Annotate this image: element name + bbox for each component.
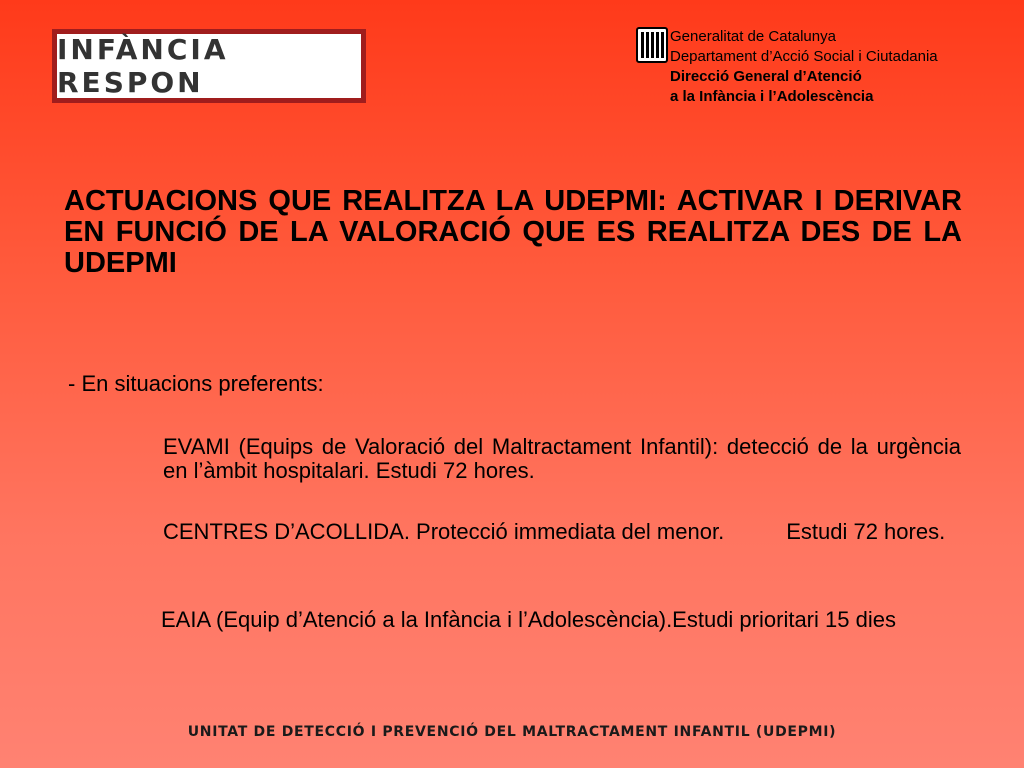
gov-line-4: a la Infància i l’Adolescència bbox=[670, 88, 874, 105]
gov-line-3: Direcció General d’Atenció bbox=[670, 68, 862, 85]
infancia-respon-logo bbox=[52, 29, 366, 103]
centres-acollida-paragraph bbox=[163, 520, 961, 544]
slide-title: ACTUACIONS QUE REALITZA LA UDEPMI: ACTIVAR I DERIVAR EN FUNCIÓ DE LA VALORACIÓ QUE ES REALITZA DES DE LA UDEPMI bbox=[64, 185, 962, 279]
logo-text: INFÀNCIA RESPON bbox=[57, 33, 229, 99]
centres-estudi-text: Estudi 72 hores. bbox=[786, 519, 946, 544]
eaia-paragraph: EAIA (Equip d’Atenció a la Infància i l’Adolescència).Estudi prioritari 15 dies bbox=[161, 607, 896, 632]
gov-line-1: Generalitat de Catalunya bbox=[670, 28, 836, 45]
footer-text: UNITAT DE DETECCIÓ I PREVENCIÓ DEL MALTRACTAMENT INFANTIL (UDEPMI) bbox=[187, 724, 837, 740]
evami-paragraph: EVAMI (Equips de Valoració del Maltractament Infantil): detecció de la urgència en l’àmbit hospitalari. Estudi 72 hores. bbox=[163, 434, 961, 483]
gov-line-2: Departament d’Acció Social i Ciutadania bbox=[670, 48, 938, 65]
centres-text: CENTRES D’ACOLLIDA. Protecció immediata del menor. bbox=[163, 519, 725, 544]
generalitat-shield-icon bbox=[636, 27, 668, 63]
intro-text: - En situacions preferents: bbox=[68, 371, 324, 396]
